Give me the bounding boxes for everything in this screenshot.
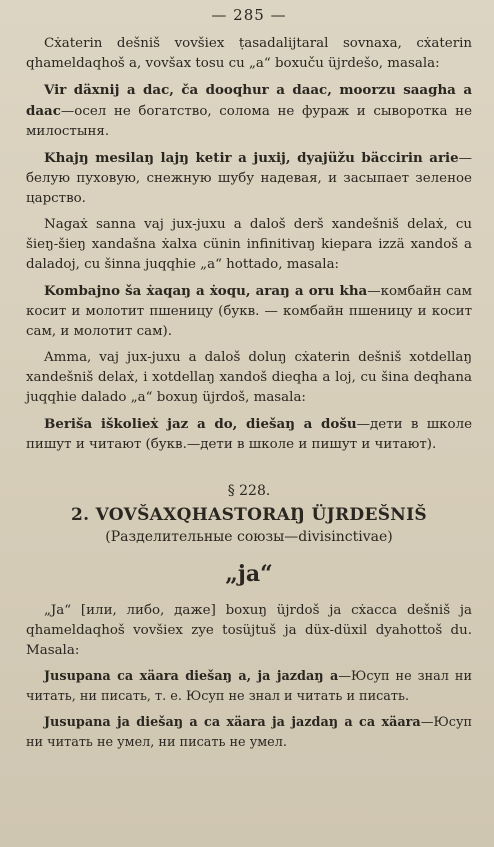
page-number: — 285 — — [211, 6, 287, 24]
example-1-chechen: Vir däxnij a dac, ča dooqhur a daac, moorzu saagha a daac — [26, 82, 472, 119]
example-1-translation: —осел не богатство, солома не фураж и сыворотка не милостыня. — [26, 104, 472, 139]
section-subheading: (Разделительные союзы—divisinctivae) — [105, 529, 393, 545]
example-6 — [26, 713, 472, 753]
ja-title: „ja“ — [225, 561, 273, 587]
example-2 — [26, 148, 472, 209]
section-heading: 2. VOVŠAXQHASTORAŊ ÜJRDEŠNIŠ — [71, 505, 427, 525]
paragraph-amma: Amma, vaj jux-juxu a daloš doluŋ cẋaterin dešniš xotdellaŋ xandešniš delaẋ, i xotdellaŋ xandoš dieqha a loj, cu šina deqhana juqqhie dalado „a“ boxuŋ üjrdoš, masala: — [26, 350, 472, 405]
section-number: § 228. — [227, 483, 271, 499]
example-5 — [26, 667, 472, 707]
example-4-chechen: Beriša iškolieẋ jaz a do, diešaŋ a došu — [44, 416, 357, 432]
example-2-chechen: Khajŋ mesilaŋ lajŋ ketir a juxij, dyajüžu bäccirin arie — [44, 150, 459, 166]
paragraph-intro: Cẋaterin dešniš vovšiex ṭasadalijtaral sovnaxa, cẋaterin qhameldaqhoš a, vovšax tosu cu „a“ boxuču üjrdešo, masala: — [26, 36, 472, 71]
example-6-translation: —Юсуп ни читать не умел, ни писать не умел. — [26, 715, 472, 750]
paragraph-infinitive: Nagaẋ sanna vaj jux-juxu a daloš derš xandešniš delaẋ, cu šieŋ-šieŋ xandašna ẋalxa cünin infinitivaŋ kiepara izzä xandoš a daladoj, cu šinna juqqhie „a“ hottado, masala: — [26, 217, 472, 272]
example-6-chechen: Jusupana ja diešaŋ a ca xäara ja jazdaŋ a ca xäara — [44, 715, 421, 730]
example-3 — [26, 281, 472, 342]
paragraph-ja: „Ja“ [или, либо, даже] boxuŋ üjrdoš ja cẋacca dešniš ja qhameldaqhoš vovšiex zye tosüjtuš ja düx-düxil dyahottoš du. Masala: — [26, 603, 472, 658]
example-1 — [26, 80, 472, 142]
example-5-chechen: Jusupana ca xäara diešaŋ a, ja jazdaŋ a — [44, 669, 339, 684]
example-5-translation: —Юсуп не знал ни читать, ни писать, т. е. Юсуп не знал и читать и писать. — [26, 669, 472, 704]
example-3-translation: —комбайн сам косит и молотит пшеницу (букв. — комбайн пшеницу и косит сам, и молотит сам). — [26, 284, 472, 339]
example-3-chechen: Kombajno ša ẋaqaŋ a ẋoqu, araŋ a oru kha — [44, 283, 368, 299]
example-4-translation: —дети в школе пишут и читают (букв.—дети в школе и пишут и читают). — [26, 417, 473, 452]
example-2-translation: —белую пуховую, снежную шубу надевая, и засыпает зеленое царство. — [26, 151, 472, 206]
example-4 — [26, 414, 472, 455]
